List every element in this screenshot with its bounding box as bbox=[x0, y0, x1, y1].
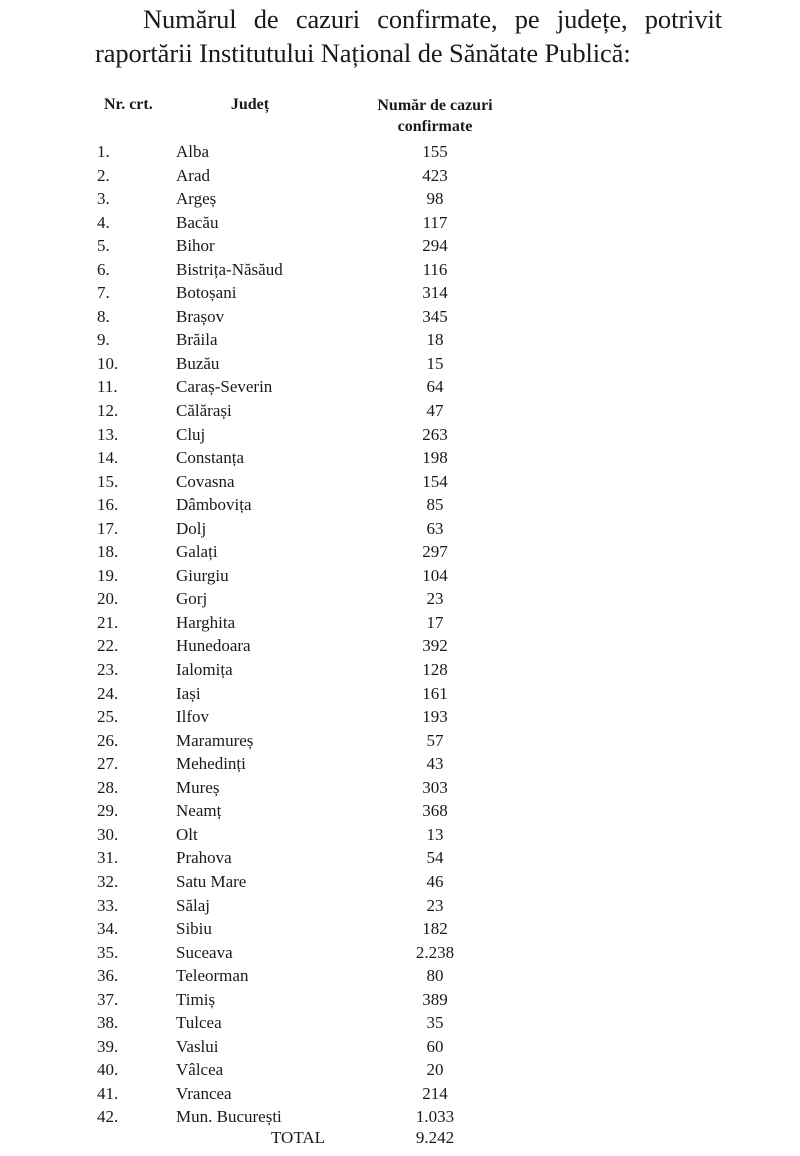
confirmed-cases: 423 bbox=[422, 165, 448, 185]
confirmed-cases: 104 bbox=[422, 565, 448, 585]
county-name: Cluj bbox=[176, 424, 206, 444]
row-number: 40. bbox=[97, 1060, 119, 1080]
total-row bbox=[0, 1126, 800, 1149]
table-row bbox=[0, 164, 800, 188]
county-name: Suceava bbox=[176, 942, 233, 962]
confirmed-cases: 182 bbox=[422, 919, 448, 939]
confirmed-cases: 263 bbox=[422, 424, 448, 444]
confirmed-cases: 389 bbox=[422, 989, 448, 1009]
table-row bbox=[0, 140, 800, 164]
confirmed-cases: 15 bbox=[426, 353, 444, 373]
table-row bbox=[0, 1082, 800, 1106]
county-name: Prahova bbox=[176, 848, 232, 868]
county-name: Vrancea bbox=[176, 1083, 232, 1103]
county-name: Iași bbox=[176, 683, 201, 703]
table-row bbox=[0, 658, 800, 682]
county-name: Ialomița bbox=[176, 660, 233, 680]
confirmed-cases: 214 bbox=[422, 1083, 448, 1103]
table-row bbox=[0, 328, 800, 352]
county-name: Covasna bbox=[176, 471, 235, 491]
row-number: 17. bbox=[97, 518, 119, 538]
table-row bbox=[0, 799, 800, 823]
row-number: 19. bbox=[97, 565, 119, 585]
row-number: 34. bbox=[97, 919, 119, 939]
confirmed-cases: 303 bbox=[422, 777, 448, 797]
row-number: 16. bbox=[97, 495, 119, 515]
table-row bbox=[0, 540, 800, 564]
row-number: 14. bbox=[97, 448, 119, 468]
county-name: Tulcea bbox=[176, 1013, 222, 1033]
row-number: 33. bbox=[97, 895, 119, 915]
table-row bbox=[0, 281, 800, 305]
confirmed-cases: 314 bbox=[422, 283, 448, 303]
table-row bbox=[0, 305, 800, 329]
confirmed-cases: 23 bbox=[426, 589, 444, 609]
table-row bbox=[0, 258, 800, 282]
confirmed-cases: 161 bbox=[422, 683, 448, 703]
county-name: Dolj bbox=[176, 518, 207, 538]
confirmed-cases: 20 bbox=[426, 1060, 444, 1080]
row-number: 2. bbox=[97, 165, 110, 185]
confirmed-cases: 17 bbox=[426, 612, 444, 632]
county-name: Mehedinți bbox=[176, 754, 246, 774]
county-name: Giurgiu bbox=[176, 565, 229, 585]
county-name: Maramureș bbox=[176, 730, 254, 750]
county-name: Alba bbox=[176, 142, 210, 161]
row-number: 5. bbox=[97, 236, 110, 256]
confirmed-cases: 47 bbox=[426, 401, 444, 421]
table-row bbox=[0, 493, 800, 517]
row-number: 28. bbox=[97, 777, 119, 797]
row-number: 27. bbox=[97, 754, 119, 774]
table-row bbox=[0, 1058, 800, 1082]
confirmed-cases: 46 bbox=[426, 871, 444, 891]
county-name: Brăila bbox=[176, 330, 218, 350]
county-name: Dâmbovița bbox=[176, 495, 252, 515]
column-header-cazuri bbox=[355, 95, 515, 137]
county-name: Sibiu bbox=[176, 919, 212, 939]
row-number: 26. bbox=[97, 730, 119, 750]
county-name: Bacău bbox=[176, 212, 219, 232]
confirmed-cases: 1.033 bbox=[415, 1107, 455, 1127]
row-number: 25. bbox=[97, 707, 119, 727]
table-row bbox=[0, 964, 800, 988]
confirmed-cases: 80 bbox=[426, 966, 444, 986]
table-row bbox=[0, 587, 800, 611]
table-row bbox=[0, 517, 800, 541]
table-row bbox=[0, 846, 800, 870]
row-number: 10. bbox=[97, 353, 119, 373]
county-name: Timiș bbox=[176, 989, 216, 1009]
county-name: Neamț bbox=[176, 801, 222, 821]
table-body bbox=[0, 140, 800, 1129]
table-row bbox=[0, 423, 800, 447]
row-number: 8. bbox=[97, 306, 110, 326]
row-number: 35. bbox=[97, 942, 119, 962]
row-number: 23. bbox=[97, 660, 119, 680]
row-number: 24. bbox=[97, 683, 119, 703]
confirmed-cases: 98 bbox=[426, 189, 444, 209]
row-number: 4. bbox=[97, 212, 110, 232]
row-number: 7. bbox=[97, 283, 110, 303]
confirmed-cases: 64 bbox=[426, 377, 444, 397]
row-number: 9. bbox=[97, 330, 110, 350]
confirmed-cases: 155 bbox=[422, 142, 448, 161]
column-header-cazuri-line1: Număr de cazuri bbox=[377, 97, 493, 114]
county-name: Botoșani bbox=[176, 283, 237, 303]
table-row bbox=[0, 776, 800, 800]
row-number: 3. bbox=[97, 189, 110, 209]
total-label: TOTAL bbox=[270, 1128, 326, 1147]
county-name: Harghita bbox=[176, 612, 236, 632]
row-number: 36. bbox=[97, 966, 119, 986]
row-number: 20. bbox=[97, 589, 119, 609]
row-number: 37. bbox=[97, 989, 119, 1009]
confirmed-cases: 60 bbox=[426, 1036, 444, 1056]
confirmed-cases: 13 bbox=[426, 824, 444, 844]
county-name: Caraș-Severin bbox=[176, 377, 273, 397]
table-row bbox=[0, 564, 800, 588]
county-name: Teleorman bbox=[176, 966, 249, 986]
table-row bbox=[0, 375, 800, 399]
row-number: 31. bbox=[97, 848, 119, 868]
row-number: 22. bbox=[97, 636, 119, 656]
total-value: 9.242 bbox=[415, 1128, 455, 1147]
table-row bbox=[0, 682, 800, 706]
confirmed-cases: 154 bbox=[422, 471, 448, 491]
county-name: Mureș bbox=[176, 777, 220, 797]
county-name: Galați bbox=[176, 542, 218, 562]
confirmed-cases: 57 bbox=[426, 730, 444, 750]
county-name: Mun. București bbox=[176, 1107, 282, 1127]
confirmed-cases: 368 bbox=[422, 801, 448, 821]
row-number: 13. bbox=[97, 424, 119, 444]
confirmed-cases: 35 bbox=[426, 1013, 444, 1033]
county-name: Bistrița-Năsăud bbox=[176, 259, 283, 279]
confirmed-cases: 128 bbox=[422, 660, 448, 680]
column-header-judet: Județ bbox=[230, 96, 270, 113]
county-name: Satu Mare bbox=[176, 871, 247, 891]
table-row bbox=[0, 352, 800, 376]
confirmed-cases: 392 bbox=[422, 636, 448, 656]
county-name: Buzău bbox=[176, 353, 220, 373]
confirmed-cases: 345 bbox=[422, 306, 448, 326]
column-header-cazuri-line2: confirmate bbox=[397, 118, 473, 135]
confirmed-cases: 2.238 bbox=[415, 942, 455, 962]
county-name: Călărași bbox=[176, 401, 232, 421]
row-number: 1. bbox=[97, 142, 110, 161]
table-row bbox=[0, 988, 800, 1012]
row-number: 39. bbox=[97, 1036, 119, 1056]
confirmed-cases: 198 bbox=[422, 448, 448, 468]
county-name: Vâlcea bbox=[176, 1060, 224, 1080]
table-row bbox=[0, 729, 800, 753]
row-number: 12. bbox=[97, 401, 119, 421]
row-number: 41. bbox=[97, 1083, 119, 1103]
county-name: Brașov bbox=[176, 306, 225, 326]
row-number: 30. bbox=[97, 824, 119, 844]
column-header-nr-crt: Nr. crt. bbox=[104, 96, 153, 113]
row-number: 29. bbox=[97, 801, 119, 821]
table-row bbox=[0, 399, 800, 423]
table-row bbox=[0, 894, 800, 918]
table-row bbox=[0, 823, 800, 847]
confirmed-cases: 54 bbox=[426, 848, 444, 868]
county-name: Gorj bbox=[176, 589, 208, 609]
table-row bbox=[0, 870, 800, 894]
table-row bbox=[0, 705, 800, 729]
county-name: Sălaj bbox=[176, 895, 210, 915]
row-number: 11. bbox=[97, 377, 118, 397]
table-row bbox=[0, 1035, 800, 1059]
table-row bbox=[0, 752, 800, 776]
row-number: 15. bbox=[97, 471, 119, 491]
county-name: Olt bbox=[176, 824, 198, 844]
county-name: Ilfov bbox=[176, 707, 210, 727]
table-row bbox=[0, 187, 800, 211]
confirmed-cases: 297 bbox=[422, 542, 448, 562]
confirmed-cases: 294 bbox=[422, 236, 448, 256]
confirmed-cases: 23 bbox=[426, 895, 444, 915]
confirmed-cases: 116 bbox=[422, 259, 448, 279]
county-name: Arad bbox=[176, 165, 210, 185]
table-row bbox=[0, 234, 800, 258]
confirmed-cases: 85 bbox=[426, 495, 444, 515]
row-number: 21. bbox=[97, 612, 119, 632]
page-title: Numărul de cazuri confirmate, pe județe, potrivit raportării Institutului Național de Sănătate Publică: bbox=[95, 4, 722, 68]
row-number: 38. bbox=[97, 1013, 119, 1033]
confirmed-cases: 193 bbox=[422, 707, 448, 727]
county-name: Vaslui bbox=[176, 1036, 219, 1056]
table-row bbox=[0, 941, 800, 965]
table-row bbox=[0, 470, 800, 494]
row-number: 6. bbox=[97, 259, 110, 279]
table-row bbox=[0, 634, 800, 658]
confirmed-cases: 18 bbox=[426, 330, 444, 350]
row-number: 42. bbox=[97, 1107, 119, 1127]
county-name: Argeș bbox=[176, 189, 217, 209]
county-name: Bihor bbox=[176, 236, 215, 256]
county-name: Hunedoara bbox=[176, 636, 251, 656]
confirmed-cases: 117 bbox=[422, 212, 448, 232]
table-row bbox=[0, 446, 800, 470]
confirmed-cases: 63 bbox=[426, 518, 444, 538]
table-row bbox=[0, 211, 800, 235]
table-row bbox=[0, 917, 800, 941]
row-number: 18. bbox=[97, 542, 119, 562]
row-number: 32. bbox=[97, 871, 119, 891]
county-name: Constanța bbox=[176, 448, 244, 468]
table-row bbox=[0, 1011, 800, 1035]
table-row bbox=[0, 611, 800, 635]
confirmed-cases: 43 bbox=[426, 754, 444, 774]
